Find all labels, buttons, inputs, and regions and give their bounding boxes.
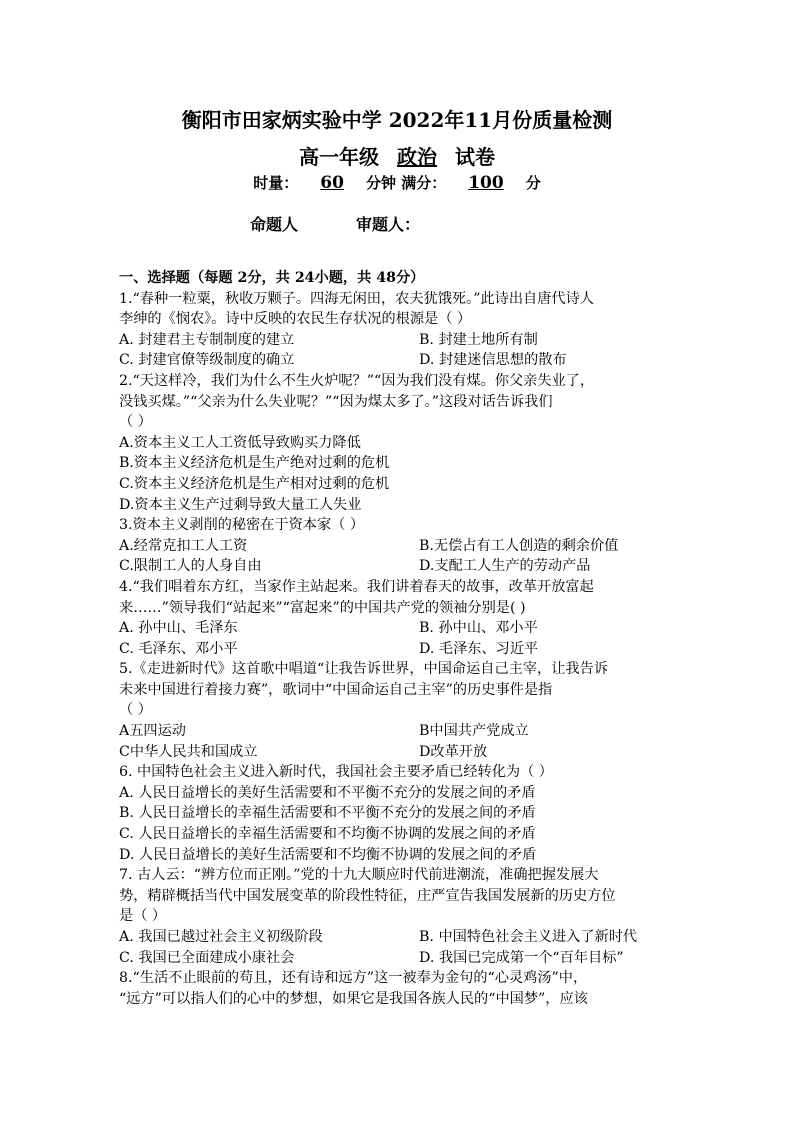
- question-stem-line: “远方”可以指人们的心中的梦想，如果它是我国各族人民的“中国梦”，应该: [119, 990, 588, 1007]
- answer-option[interactable]: D. 我国已完成第一个“百年目标”: [419, 949, 624, 966]
- question-stem-line: 是（ ）: [119, 908, 167, 925]
- time-unit: 分钟 满分：: [365, 174, 447, 192]
- answer-option[interactable]: D. 毛泽东、习近平: [419, 640, 539, 657]
- exam-suffix: 试卷: [455, 145, 495, 169]
- setter-label: 命题人: [250, 215, 299, 234]
- option-row: [119, 556, 679, 577]
- question-stem-line: 势，精辟概括当代中国发展变革的阶段性特征，庄严宣告我国发展新的历史方位: [119, 887, 616, 904]
- section-heading: 一、选择题（每题 2分，共 24小题，共 48分）: [119, 270, 425, 286]
- reviewer-label: 审题人：: [356, 215, 421, 234]
- option-row: [119, 536, 679, 557]
- question-stem-line: 6. 中国特色社会主义进入新时代，我国社会主要矛盾已经转化为（ ）: [119, 764, 553, 781]
- question-stem-line: 8.“生活不止眼前的苟且，还有诗和远方”这一被奉为金句的“心灵鸡汤”中，: [119, 970, 588, 987]
- exam-title: 衡阳市田家炳实验中学 2022年11月份质量检测: [181, 108, 613, 132]
- answer-option[interactable]: C. 毛泽东、邓小平: [119, 640, 238, 657]
- question: [119, 371, 679, 515]
- score-value: 100: [468, 173, 504, 193]
- option-row: [119, 330, 679, 351]
- question: [119, 515, 679, 577]
- question: [119, 762, 679, 865]
- answer-option[interactable]: B. 孙中山、邓小平: [419, 620, 538, 637]
- question-stem-line: 2.“天这样冷，我们为什么不生火炉呢？”“因为我们没有煤。你父亲失业了，: [119, 372, 595, 389]
- answer-option[interactable]: A.资本主义工人工资低导致购买力降低: [119, 434, 361, 451]
- question: [119, 968, 679, 1009]
- answer-option[interactable]: D.支配工人生产的劳动产品: [419, 558, 591, 575]
- answer-option[interactable]: C. 封建官僚等级制度的确立: [119, 352, 295, 369]
- question-stem-line: 来……”领导我们“站起来”“富起来”的中国共产党的领袖分别是( ): [119, 599, 526, 616]
- answer-option[interactable]: B中国共产党成立: [419, 723, 529, 740]
- question: [119, 289, 679, 371]
- exam-meta: [0, 172, 794, 193]
- question-stem-line: 没钱买煤。”“父亲为什么失业呢？”“因为煤太多了。”这段对话告诉我们: [119, 393, 553, 410]
- option-row: [119, 453, 679, 474]
- answer-option[interactable]: C中华人民共和国成立: [119, 743, 258, 760]
- option-row: [119, 948, 679, 969]
- option-row: [119, 742, 679, 763]
- answer-option[interactable]: A. 孙中山、毛泽东: [119, 620, 238, 637]
- option-row: [119, 783, 679, 804]
- answer-option[interactable]: A.经常克扣工人工资: [119, 537, 248, 554]
- option-row: [119, 824, 679, 845]
- question-stem-line: 4.“我们唱着东方红，当家作主站起来。我们讲着春天的故事，改革开放富起: [119, 578, 594, 595]
- question: [119, 577, 679, 659]
- answer-option[interactable]: C.限制工人的人身自由: [119, 558, 262, 575]
- exam-body: [119, 268, 679, 1009]
- time-value: 60: [320, 173, 344, 193]
- question-stem-line: （ ）: [119, 702, 152, 719]
- answer-option[interactable]: C. 人民日益增长的幸福生活需要和不均衡不协调的发展之间的矛盾: [119, 826, 536, 843]
- score-unit: 分: [525, 174, 541, 192]
- answer-option[interactable]: D. 人民日益增长的美好生活需要和不均衡不协调的发展之间的矛盾: [119, 846, 537, 863]
- option-row: [119, 639, 679, 660]
- option-row: [119, 721, 679, 742]
- answer-option[interactable]: D. 封建迷信思想的散布: [419, 352, 567, 369]
- answer-option[interactable]: B. 人民日益增长的幸福生活需要和不平衡不充分的发展之间的矛盾: [119, 805, 536, 822]
- option-row: [119, 618, 679, 639]
- question-stem-line: 未来中国进行着接力赛”，歌词中“中国命运自己主宰”的历史事件是指: [119, 681, 553, 698]
- question-stem-line: 1.“春种一粒粟，秋收万颗子。四海无闲田，农夫犹饿死。”此诗出自唐代诗人: [119, 290, 594, 307]
- option-row: [119, 474, 679, 495]
- answer-option[interactable]: B.无偿占有工人创造的剩余价值: [419, 537, 619, 554]
- subject-label: 政治: [397, 145, 437, 169]
- question-stem-line: 3.资本主义剥削的秘密在于资本家（ ）: [119, 517, 365, 534]
- answer-option[interactable]: D改革开放: [419, 743, 488, 760]
- exam-subtitle: [0, 141, 794, 170]
- option-row: [119, 433, 679, 454]
- question: [119, 865, 679, 968]
- option-row: [119, 495, 679, 516]
- question-stem-line: （ ）: [119, 414, 152, 431]
- answer-option[interactable]: B.资本主义经济危机是生产绝对过剩的危机: [119, 455, 390, 472]
- answer-option[interactable]: C. 我国已全面建成小康社会: [119, 949, 295, 966]
- answer-option[interactable]: C.资本主义经济危机是生产相对过剩的危机: [119, 475, 390, 492]
- question-stem-line: 5.《走进新时代》这首歌中唱道“让我告诉世界，中国命运自己主宰，让我告诉: [119, 661, 608, 678]
- authors-line: [250, 212, 478, 235]
- grade-label: 高一年级: [299, 145, 379, 169]
- question-stem-line: 李绅的《悯农》。诗中反映的农民生存状况的根源是（ ）: [119, 311, 472, 328]
- option-row: [119, 845, 679, 866]
- question-stem-line: 7. 古人云：“辨方位而正刚。”党的十九大顺应时代前进潮流，准确把握发展大: [119, 867, 599, 884]
- answer-option[interactable]: A五四运动: [119, 723, 186, 740]
- question: [119, 659, 679, 762]
- answer-option[interactable]: D.资本主义生产过剩导致大量工人失业: [119, 496, 362, 513]
- answer-option[interactable]: A. 人民日益增长的美好生活需要和不平衡不充分的发展之间的矛盾: [119, 784, 536, 801]
- option-row: [119, 350, 679, 371]
- answer-option[interactable]: B. 封建土地所有制: [419, 331, 538, 348]
- option-row: [119, 927, 679, 948]
- answer-option[interactable]: B. 中国特色社会主义进入了新时代: [419, 929, 638, 945]
- answer-option[interactable]: A. 封建君主专制制度的建立: [119, 331, 295, 348]
- option-row: [119, 803, 679, 824]
- time-label: 时量：: [253, 174, 299, 192]
- answer-option[interactable]: A. 我国已越过社会主义初级阶段: [119, 929, 323, 945]
